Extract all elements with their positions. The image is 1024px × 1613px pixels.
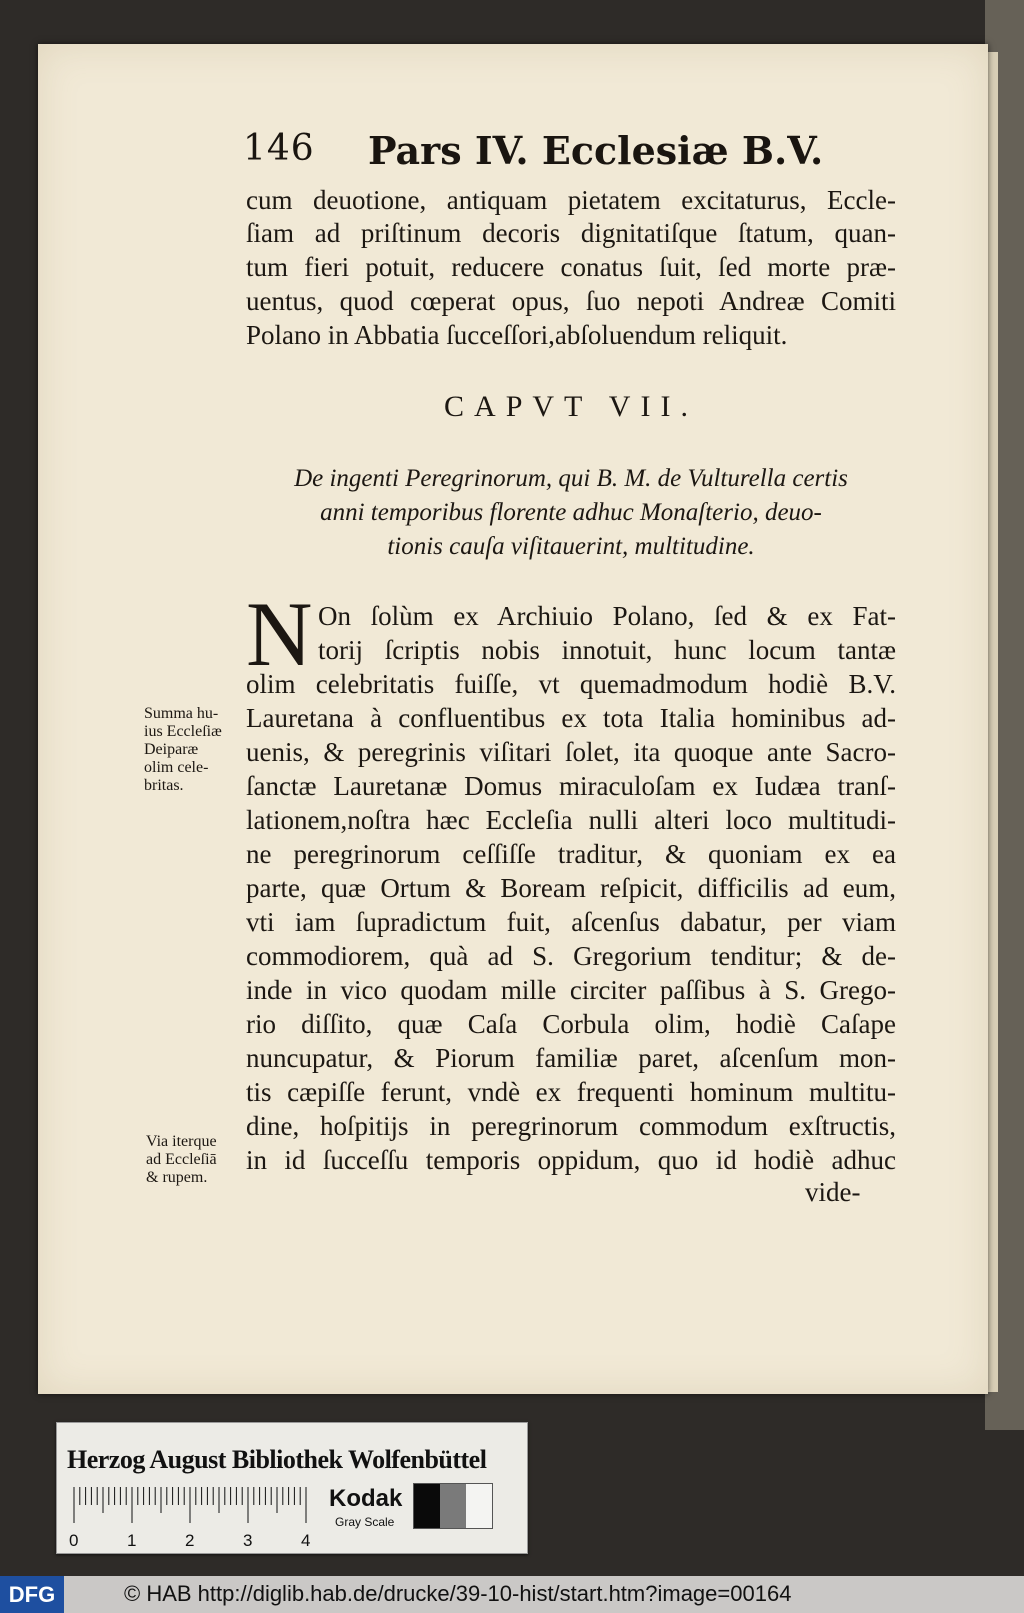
intro-line: Polano in Abbatia ſucceſſori,abſoluendum reliquit. (246, 320, 788, 350)
dfg-logo: DFG (0, 1576, 64, 1613)
color-scale-card (56, 1422, 528, 1554)
ruler-number: 1 (127, 1531, 137, 1550)
body-line: dine, hoſpitijs in peregrinorum commodum exſtructis, (246, 1111, 896, 1141)
chapter-subtitle-line: anni temporibus florente adhuc Monaſterio, deuo- (320, 499, 822, 526)
body-line: olim celebritatis fuiſſe, vt quemadmodum hodiè B.V. (246, 669, 896, 699)
body-line: inde in vico quodam mille circiter paſſibus à S. Grego- (246, 975, 896, 1005)
margin-note-line: olim cele- (144, 759, 209, 776)
catchword: vide- (805, 1177, 861, 1207)
body-line: tis cæpiſſe ferunt, vndè ex frequenti hominum multitu- (246, 1077, 896, 1107)
body-line: torij ſcriptis nobis innotuit, hunc locum tantæ (318, 635, 896, 665)
ruler-number: 2 (185, 1531, 195, 1550)
ruler-ticks (73, 1485, 313, 1525)
library-name: Herzog August Bibliothek Wolfenbüttel (67, 1445, 487, 1474)
page-header (243, 128, 903, 176)
running-title: Pars IV. Ecclesiæ B.V. (368, 128, 824, 173)
page-number: 146 (243, 128, 315, 169)
margin-note-line: & rupem. (146, 1169, 208, 1186)
swatch-black (414, 1484, 440, 1528)
intro-line: uentus, quod cœperat opus, ſuo nepoti Andreæ Comiti (246, 286, 896, 316)
body-line: ne peregrinorum ceſſiſſe traditur, & quoniam ex ea (246, 839, 896, 869)
margin-note-line: Via iterque (146, 1133, 217, 1150)
body-line: nuncupatur, & Piorum familiæ paret, aſcenſum mon- (246, 1043, 896, 1073)
margin-note-line: britas. (144, 777, 184, 794)
body-line: uenis, & peregrinis viſitari ſolet, ita quoque ante Sacro- (246, 737, 896, 767)
margin-note-line: ius Eccleſiæ (144, 723, 222, 740)
copyright-url[interactable]: © HAB http://diglib.hab.de/drucke/39-10-hist/start.htm?image=00164 (124, 1581, 792, 1606)
margin-note-summa (144, 705, 222, 795)
swatch-white (466, 1484, 492, 1528)
body-line: ſanctæ Lauretanæ Domus miraculoſam ex Iudæa tranſ- (246, 771, 896, 801)
body-line: On ſolùm ex Archiuio Polano, ſed & ex Fat- (318, 601, 896, 631)
gray-scale-label: Gray Scale (335, 1515, 395, 1529)
ruler-number: 4 (301, 1531, 311, 1550)
chapter-heading: CAPVT VII. (444, 390, 698, 423)
kodak-logo: Kodak (329, 1485, 403, 1512)
gray-swatches (413, 1483, 493, 1529)
body-line: lationem,noſtra hæc Eccleſia nulli alteri loco multitudi- (246, 805, 896, 835)
body-line: vti iam ſupradictum fuit, aſcenſus dabatur, per viam (246, 907, 896, 937)
footer-bar (0, 1576, 1024, 1613)
intro-line: cum deuotione, antiquam pietatem excitaturus, Eccle- (246, 185, 896, 215)
body-line: commodiorem, quà ad S. Gregorium tenditur; & de- (246, 941, 896, 971)
margin-note-line: Summa hu- (144, 705, 219, 722)
swatch-gray (440, 1484, 466, 1528)
margin-note-via (146, 1133, 217, 1187)
margin-note-line: ad Eccleſiā (146, 1151, 217, 1168)
body-line: rio diſſito, quæ Caſa Corbula olim, hodiè Caſape (246, 1009, 896, 1039)
intro-line: tum fieri potuit, reducere conatus ſuit, ſed morte præ- (246, 252, 896, 282)
body-line: Lauretana à confluentibus ex tota Italia hominibus ad- (246, 703, 896, 733)
body-line: parte, quæ Ortum & Boream reſpicit, difficilis ad eum, (246, 873, 896, 903)
page-edge-shadow (988, 52, 998, 1392)
chapter-subtitle-line: De ingenti Peregrinorum, qui B. M. de Vulturella certis (294, 465, 848, 492)
margin-note-line: Deiparæ (144, 741, 199, 758)
ruler (69, 1485, 313, 1550)
intro-line: ſiam ad priſtinum decoris dignitatiſque ſtatum, quan- (246, 218, 896, 248)
drop-cap: N (246, 583, 313, 685)
ruler-number: 3 (243, 1531, 253, 1550)
chapter-subtitle-line: tionis cauſa viſitauerint, multitudine. (387, 533, 755, 560)
ruler-number: 0 (69, 1531, 79, 1550)
body-line: in id ſucceſſu temporis oppidum, quo id hodiè adhuc (246, 1145, 896, 1175)
